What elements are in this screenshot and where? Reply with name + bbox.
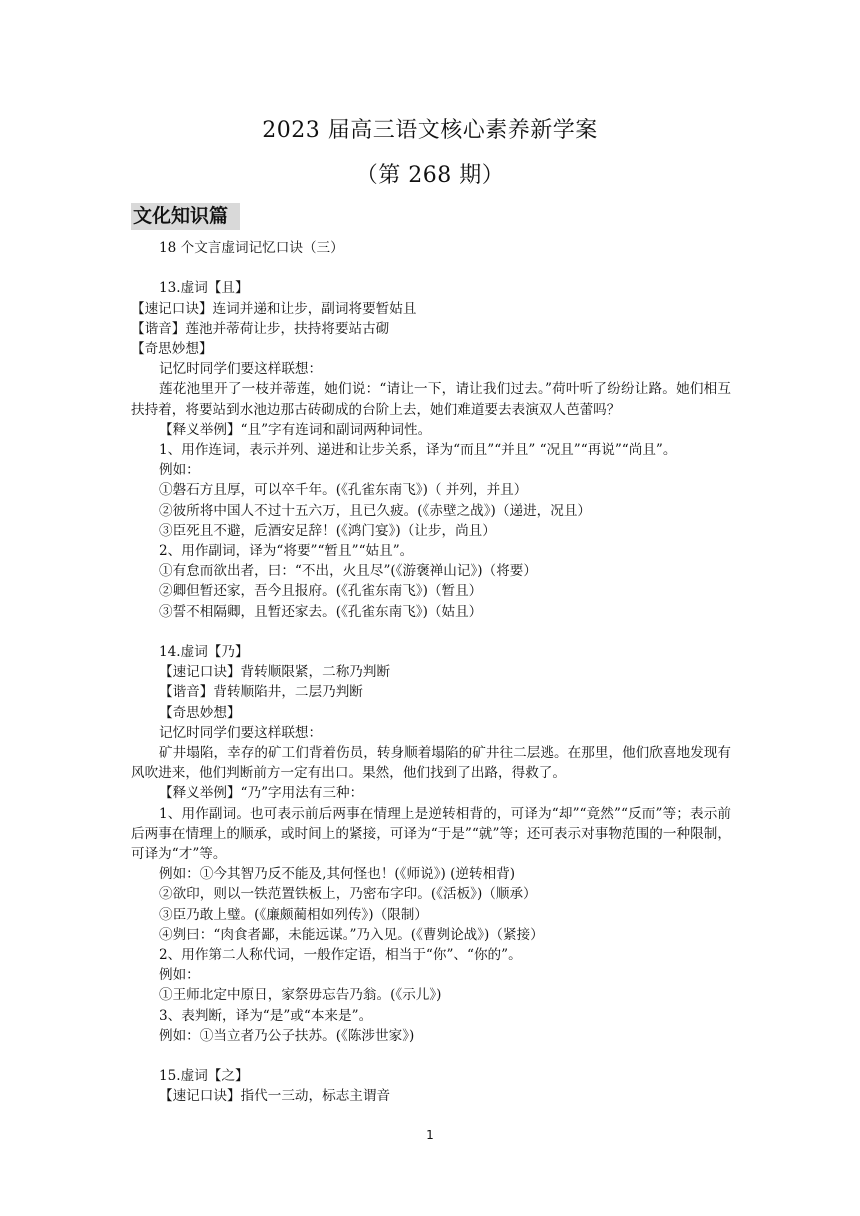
- homophone-line: 【谐音】莲池并蒂荷让步，扶持将要站古砌: [131, 320, 390, 337]
- mnemonic-line: 【速记口诀】连词并递和让步，副词将要暂姑且: [131, 300, 417, 317]
- example-line: ③臣乃敢上璧。(《廉颇蔺相如列传》)（限制）: [159, 906, 428, 923]
- example-line: 例如：①当立者乃公子扶苏。(《陈涉世家》): [159, 1027, 415, 1044]
- story-paragraph: 莲花池里开了一枝并蒂莲，她们说：“请让一下，请让我们过去。”荷叶听了纷纷让路。她们相互扶持着，将要站到水池边那古砖砌成的台阶上去，她们难道要去表演双人芭蕾吗？: [131, 381, 731, 418]
- entry-heading: 13.虚词【且】: [159, 280, 249, 297]
- example-line: ②卿但暂还家，吾今且报府。(《孔雀东南飞》)（暂且）: [159, 583, 483, 600]
- example-line: ②欲印，则以一铁范置铁板上，乃密布字印。(《活板》)（顺承）: [159, 886, 537, 903]
- document-body: [131, 238, 731, 1107]
- text-line: 3、表判断，译为“是”或“本来是”。: [159, 1007, 373, 1024]
- lesson-subtitle: 18 个文言虚词记忆口诀（三）: [159, 240, 344, 256]
- document-title: 2023 届高三语文核心素养新学案: [262, 118, 598, 143]
- homophone-line: 【谐音】背转顺陷井，二层乃判断: [159, 684, 363, 701]
- entry-heading: 15.虚词【之】: [159, 1068, 249, 1085]
- mnemonic-line: 【速记口诀】背转顺限紧，二称乃判断: [159, 664, 391, 681]
- text-line: 例如：: [159, 462, 200, 479]
- page-number: 1: [426, 1128, 434, 1142]
- text-line: 2、用作第二人称代词，一般作定语，相当于“你”、“你的”。: [159, 947, 522, 964]
- issue-number: （第 268 期）: [355, 163, 505, 188]
- text-line: 记忆时同学们要这样联想：: [159, 361, 323, 378]
- example-line: ①有怠而欲出者，曰：“不出，火且尽”(《游褒禅山记》)（将要）: [159, 563, 537, 580]
- section-heading: 文化知识篇: [131, 203, 240, 230]
- text-line: 例如：: [159, 967, 200, 984]
- example-line: ③誓不相隔卿，且暂还家去。(《孔雀东南飞》)（姑且）: [159, 603, 483, 620]
- text-line: 【释义举例】“乃”字用法有三种：: [159, 785, 364, 802]
- mnemonic-line: 【速记口诀】指代一三动，标志主谓音: [159, 1088, 391, 1105]
- usage-paragraph: 1、用作连词，表示并列、递进和让步关系，译为“而且”“并且” “况且”“再说”“尚且”。: [159, 442, 677, 459]
- example-line: ④刿曰：“肉食者鄙，未能远谋。”乃入见。(《曹刿论战》)（紧接）: [159, 926, 544, 943]
- example-line: ②彼所将中国人不过十五六万，且已久疲。(《赤壁之战》)（递进，况且）: [159, 502, 592, 519]
- text-line: 【释义举例】“且”字有连词和副词两种词性。: [159, 421, 432, 438]
- text-line: 记忆时同学们要这样联想：: [159, 724, 323, 741]
- imagination-label: 【奇思妙想】: [159, 704, 241, 721]
- imagination-label: 【奇思妙想】: [131, 341, 213, 357]
- entry-heading: 14.虚词【乃】: [159, 644, 249, 661]
- example-line: ①磐石方且厚，可以卒千年。(《孔雀东南飞》)（ 并列，并且）: [159, 482, 528, 499]
- example-line: 例如：①今其智乃反不能及,其何怪也！(《师说》) (逆转相背): [159, 866, 516, 883]
- story-paragraph: 矿井塌陷，幸存的矿工们背着伤员，转身顺着塌陷的矿井往二层逃。在那里，他们欣喜地发现有风吹进来，他们判断前方一定有出口。果然，他们找到了出路，得救了。: [131, 745, 731, 782]
- example-line: ①王师北定中原日，家祭毋忘告乃翁。(《示儿》): [159, 987, 442, 1004]
- usage-paragraph: 1、用作副词。也可表示前后两事在情理上是逆转相背的，可译为“却”“竟然”“反而”等；表示前后两事在情理上的顺承，或时间上的紧接，可译为“于是”“就”等；还可表示对事物范围的一种限制，可译为“才”等。: [131, 805, 731, 863]
- text-line: 2、用作副词，译为“将要”“暂且”“姑且”。: [159, 543, 414, 560]
- example-line: ③臣死且不避，卮酒安足辞！(《鸿门宴》)（让步，尚且）: [159, 522, 496, 539]
